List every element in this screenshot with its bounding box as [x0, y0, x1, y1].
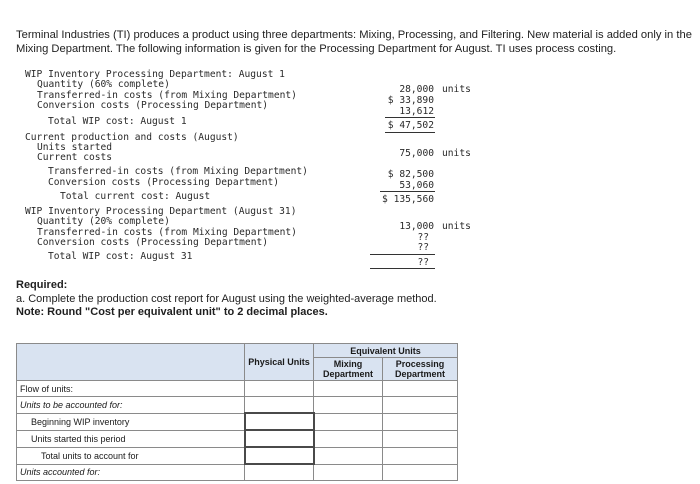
row-flow-of-units: Flow of units:	[17, 381, 245, 397]
row-units-started: Units started this period	[17, 430, 245, 447]
total-units-physical-units-input[interactable]	[245, 447, 314, 464]
row-label: Transferred-in costs (from Mixing Department)	[37, 90, 297, 101]
row-label: Conversion costs (Processing Department)	[37, 100, 269, 111]
problem-intro: Terminal Industries (TI) produces a product using three departments: Mixing, Processing, and Filtering. New material is added only in the Mixing Department. The following information is given for the Processing Department for August. TI uses process costing.	[16, 29, 692, 55]
row-label: Quantity (60% complete)	[37, 79, 170, 90]
row-value: 13,000	[399, 221, 434, 232]
row-units-to-be-accounted: Units to be accounted for:	[17, 397, 245, 414]
row-value: ??	[417, 232, 429, 243]
cell	[383, 413, 458, 430]
underline	[370, 254, 435, 255]
row-label: WIP Inventory Processing Department (August 31)	[25, 206, 297, 217]
processing-department-header: Processing Department	[383, 358, 458, 381]
underline	[385, 132, 435, 133]
mixing-department-header: Mixing Department	[314, 358, 383, 381]
units-started-physical-units-input[interactable]	[245, 430, 314, 447]
header-blank	[17, 344, 245, 381]
row-label: Units started	[37, 142, 113, 153]
row-value: 28,000	[399, 84, 434, 95]
row-label: Total current cost: August	[60, 191, 211, 202]
row-total-units: Total units to account for	[17, 447, 245, 464]
production-cost-report-table	[16, 343, 458, 481]
units-label: units	[442, 221, 471, 232]
row-label: WIP Inventory Processing Department: August 1	[25, 69, 285, 80]
required-note: Note: Round "Cost per equivalent unit" to 2 decimal places.	[16, 306, 328, 318]
cell	[383, 464, 458, 481]
underline	[385, 117, 435, 118]
cell	[314, 413, 383, 430]
cell	[314, 447, 383, 464]
cell	[383, 430, 458, 447]
row-beginning-wip: Beginning WIP inventory	[17, 413, 245, 430]
required-part-a: a. Complete the production cost report for August using the weighted-average method.	[16, 292, 437, 305]
equivalent-units-header: Equivalent Units	[314, 344, 458, 358]
cell	[245, 381, 314, 397]
row-label: Conversion costs (Processing Department)	[37, 237, 269, 248]
beginning-wip-physical-units-input[interactable]	[245, 413, 314, 430]
row-label: Transferred-in costs (from Mixing Department)	[48, 166, 308, 177]
row-value: 75,000	[399, 148, 434, 159]
row-value: 53,060	[399, 180, 434, 191]
units-label: units	[442, 84, 471, 95]
row-value: $ 135,560	[382, 194, 434, 205]
row-value: 13,612	[399, 106, 434, 117]
row-label: Current costs	[37, 152, 113, 163]
units-label: units	[442, 148, 471, 159]
underline	[370, 268, 435, 269]
cell	[383, 381, 458, 397]
row-label: Quantity (20% complete)	[37, 216, 170, 227]
row-label: Conversion costs (Processing Department)	[48, 177, 280, 188]
cell	[314, 430, 383, 447]
cell	[314, 381, 383, 397]
underline	[380, 191, 435, 192]
row-value: ??	[417, 242, 429, 253]
row-value: $ 82,500	[387, 169, 434, 180]
cell	[314, 464, 383, 481]
cell	[245, 397, 314, 414]
physical-units-header: Physical Units	[245, 344, 314, 381]
cell	[314, 397, 383, 414]
required-section	[16, 279, 616, 320]
row-units-accounted-for: Units accounted for:	[17, 464, 245, 481]
row-label: Current production and costs (August)	[25, 132, 239, 143]
row-value: ??	[417, 257, 429, 268]
row-label: Transferred-in costs (from Mixing Department)	[37, 227, 297, 238]
cell	[383, 397, 458, 414]
row-value: $ 47,502	[387, 120, 434, 131]
cell	[383, 447, 458, 464]
cell	[245, 464, 314, 481]
row-value: $ 33,890	[387, 95, 434, 106]
required-heading: Required:	[16, 279, 68, 291]
row-label: Total WIP cost: August 1	[48, 116, 187, 127]
row-label: Total WIP cost: August 31	[48, 251, 193, 262]
